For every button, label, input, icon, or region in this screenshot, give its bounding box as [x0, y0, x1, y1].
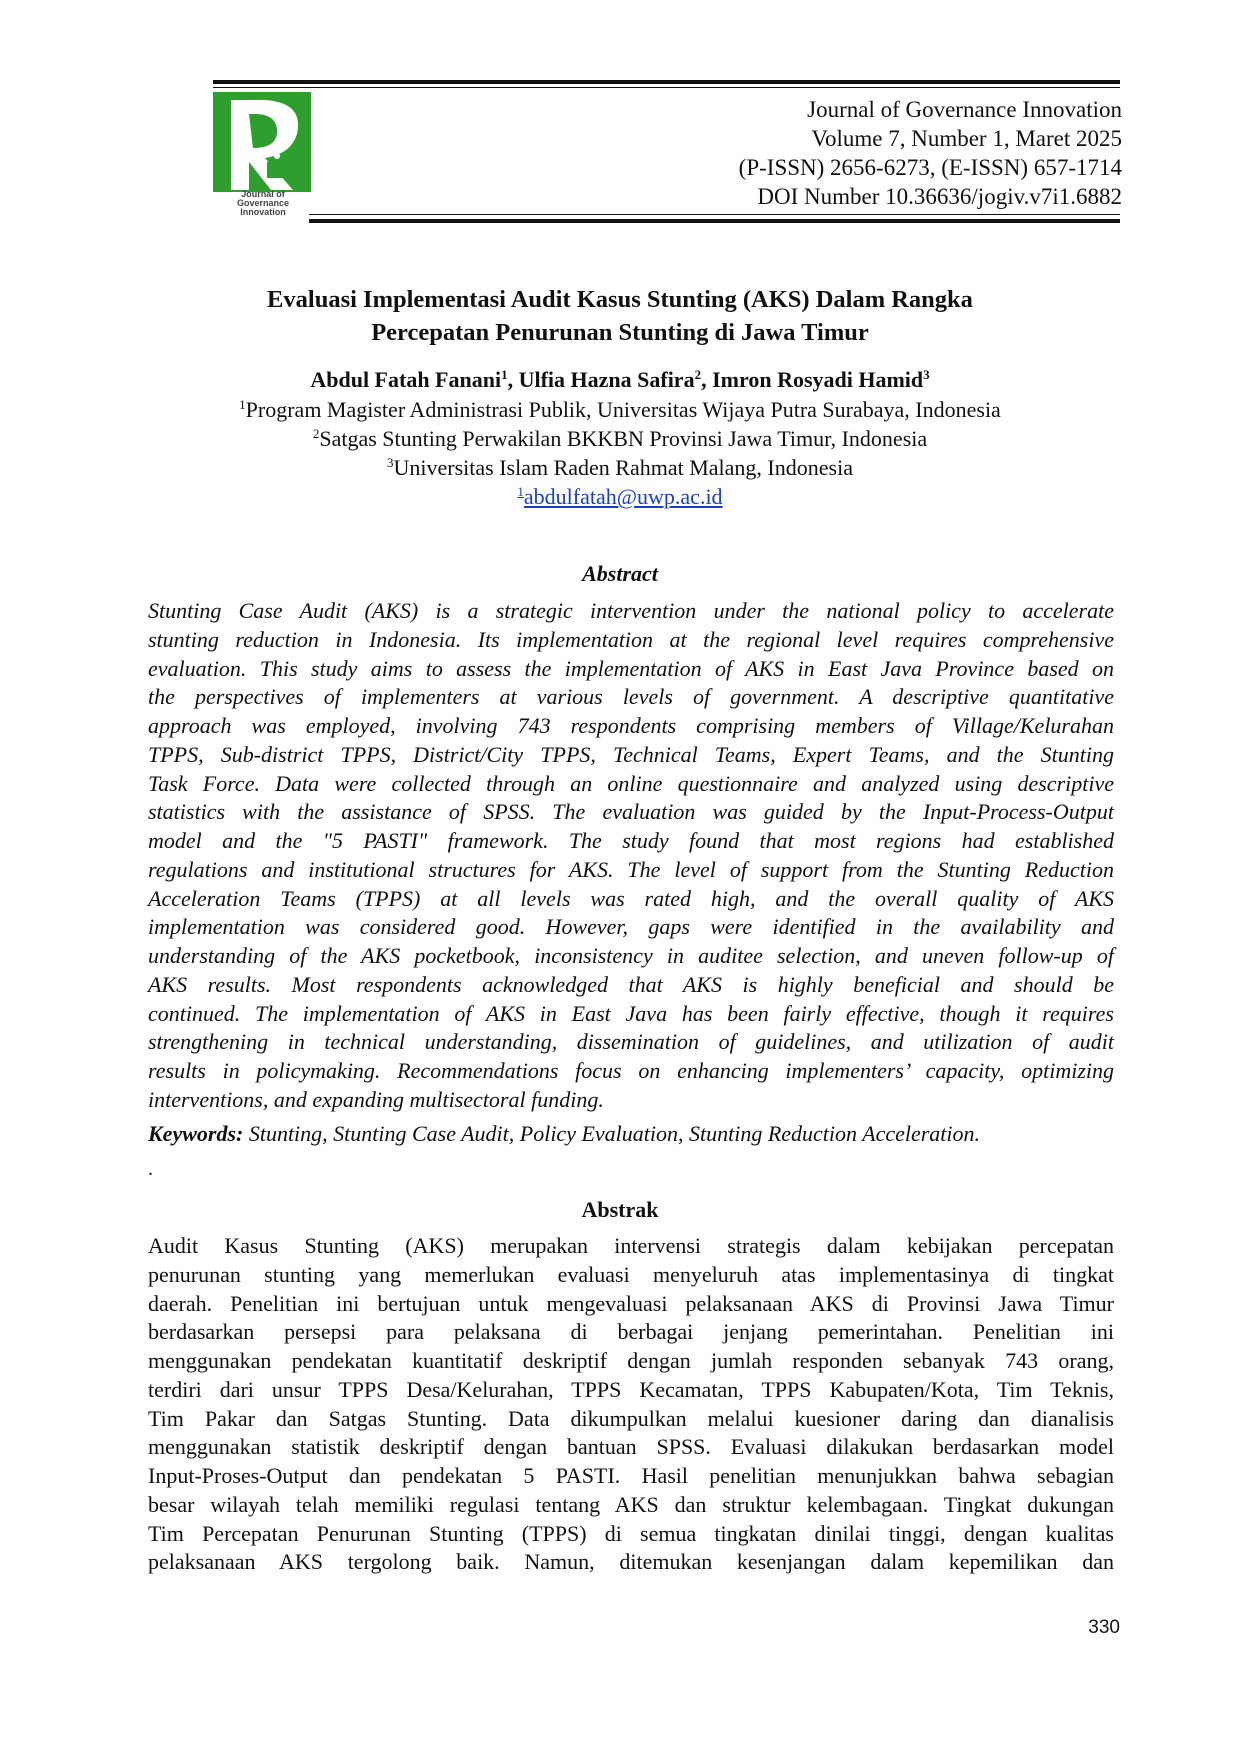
logo-caption-line: Innovation: [240, 207, 286, 217]
abstract-line: statistics with the assistance of SPSS. The evaluation was guided by the Input-Process-Output: [148, 799, 1114, 825]
author-name: Imron Rosyadi Hamid: [712, 367, 924, 392]
abstract-line: evaluation. This study aims to assess the implementation of AKS in East Java Province based on: [148, 655, 1114, 681]
affiliation-text: Satgas Stunting Perwakilan BKKBN Provinsi Jawa Timur, Indonesia: [319, 426, 928, 451]
abstract-line: strengthening in technical understanding, dissemination of guidelines, and utilization of audit: [148, 1029, 1114, 1055]
author-separator: ,: [701, 367, 713, 392]
keywords-line: [148, 1121, 980, 1147]
abstrak-body: [148, 1232, 1114, 1577]
abstrak-line: Tim Pakar dan Satgas Stunting. Data dikumpulkan melalui kuesioner daring dan dianalisis: [148, 1405, 1114, 1431]
author-separator: ,: [507, 367, 519, 392]
abstract-line: Stunting Case Audit (AKS) is a strategic intervention under the national policy to accelerate: [148, 598, 1114, 623]
affiliation-list: [148, 395, 1092, 511]
author-list: [148, 366, 1092, 394]
abstract-line: continued. The implementation of AKS in East Java has been fairly effective, though it requires: [148, 1000, 1114, 1026]
affiliation-item: [148, 453, 1092, 482]
affiliation-superscript: 1: [239, 397, 246, 412]
email-line: [148, 482, 1092, 511]
affiliation-superscript: 2: [312, 426, 320, 441]
author-superscript: 1: [501, 367, 508, 382]
journal-info: [739, 95, 1122, 211]
page-number: 330: [1088, 1617, 1120, 1638]
abstract-line: AKS results. Most respondents acknowledged that AKS is highly beneficial and should be: [148, 971, 1114, 997]
abstrak-heading: Abstrak: [581, 1197, 659, 1222]
abstrak-line: daerah. Penelitian ini bertujuan untuk mengevaluasi pelaksanaan AKS di Provinsi Jawa Timur: [148, 1290, 1114, 1316]
header-rule-bottom: [309, 219, 1120, 223]
abstrak-line: pelaksanaan AKS tergolong baik. Namun, ditemukan kesenjangan dalam kepemilikan dan: [148, 1549, 1114, 1575]
abstract-line: understanding of the AKS pocketbook, inconsistency in auditee selection, and uneven follow-up of: [148, 943, 1114, 968]
abstract-line: approach was employed, involving 743 respondents comprising members of Village/Kelurahan: [148, 713, 1114, 738]
abstract-line: stunting reduction in Indonesia. Its implementation at the regional level requires comprehensive: [148, 626, 1114, 652]
author-superscript: 2: [694, 367, 702, 382]
abstrak-line: berdasarkan persepsi para pelaksana di berbagai jenjang pemerintahan. Penelitian ini: [148, 1319, 1114, 1345]
header-rule-top: [213, 80, 1120, 84]
affiliation-text: Program Magister Administrasi Publik, Universitas Wijaya Putra Surabaya, Indonesia: [245, 397, 1001, 422]
affiliation-text: Universitas Islam Raden Rahmat Malang, Indonesia: [393, 455, 853, 480]
keywords-text: Stunting, Stunting Case Audit, Policy Evaluation, Stunting Reduction Acceleration.: [243, 1121, 981, 1146]
journal-doi: DOI Number 10.36636/jogiv.v7i1.6882: [757, 184, 1122, 209]
abstract-line: the perspectives of implementers at various levels of government. A descriptive quantitative: [148, 684, 1114, 710]
abstrak-line: terdiri dari unsur TPPS Desa/Kelurahan, TPPS Kecamatan, TPPS Kabupaten/Kota, Tim Teknis,: [148, 1376, 1114, 1402]
abstract-line: interventions, and expanding multisectoral funding.: [148, 1086, 604, 1112]
header-rule-top-thin: [213, 87, 1120, 88]
keywords-label: Keywords:: [148, 1121, 244, 1146]
author-name: Abdul Fatah Fanani: [310, 367, 502, 392]
stray-dot: .: [148, 1158, 153, 1180]
title-line: Percepatan Penurunan Stunting di Jawa Timur: [371, 319, 869, 346]
abstrak-line: Input-Proses-Output dan pendekatan 5 PASTI. Hasil penelitian menunjukkan bahwa sebagian: [148, 1463, 1114, 1488]
email-superscript: 1: [517, 484, 524, 499]
journal-logo-icon: [213, 92, 311, 192]
affiliation-item: [148, 395, 1092, 424]
logo-caption: [214, 190, 312, 217]
abstract-line: implementation was considered good. However, gaps were identified in the availability and: [148, 914, 1114, 940]
header-rule-bottom-thin: [309, 214, 1120, 215]
email-link[interactable]: abdulfatah@uwp.ac.id: [523, 484, 723, 509]
abstract-line: Task Force. Data were collected through an online questionnaire and analyzed using descriptive: [148, 770, 1114, 796]
journal-issn: (P-ISSN) 2656-6273, (E-ISSN) 657-1714: [738, 155, 1122, 180]
abstract-line: regulations and institutional structures for AKS. The level of support from the Stunting Reduction: [148, 856, 1114, 882]
logo-caption-line: Journal of: [241, 189, 285, 199]
abstract-line: model and the "5 PASTI" framework. The study found that most regions had established: [148, 828, 1114, 853]
journal-volume: Volume 7, Number 1, Maret 2025: [811, 126, 1122, 151]
author-superscript: 3: [923, 367, 930, 382]
abstrak-line: besar wilayah telah memiliki regulasi tentang AKS dan struktur kelembagaan. Tingkat dukungan: [148, 1491, 1114, 1517]
abstract-line: results in policymaking. Recommendations focus on enhancing implementers’ capacity, optimizing: [148, 1058, 1114, 1083]
title-line: Evaluasi Implementasi Audit Kasus Stunting (AKS) Dalam Rangka: [267, 286, 973, 313]
abstract-line: TPPS, Sub-district TPPS, District/City TPPS, Technical Teams, Expert Teams, and the Stunting: [148, 741, 1114, 767]
abstrak-line: menggunakan pendekatan kuantitatif deskriptif dengan jumlah responden sebanyak 743 orang,: [148, 1348, 1114, 1373]
abstrak-line: Tim Percepatan Penurunan Stunting (TPPS) di semua tingkatan dinilai tinggi, dengan kualitas: [148, 1520, 1114, 1546]
author-name: Ulfia Hazna Safira: [518, 367, 695, 392]
paper-title: [148, 283, 1092, 349]
abstrak-line: menggunakan statistik deskriptif dengan bantuan SPSS. Evaluasi dilakukan berdasarkan model: [148, 1434, 1114, 1460]
abstrak-line: penurunan stunting yang memerlukan evaluasi menyeluruh atas implementasinya di tingkat: [148, 1261, 1114, 1287]
affiliation-item: [148, 424, 1092, 453]
affiliation-superscript: 3: [387, 455, 394, 470]
journal-name: Journal of Governance Innovation: [807, 97, 1122, 122]
abstract-heading: Abstract: [582, 561, 658, 586]
logo-caption-line: Governance: [236, 198, 290, 208]
abstrak-line: Audit Kasus Stunting (AKS) merupakan intervensi strategis dalam kebijakan percepatan: [148, 1233, 1114, 1258]
abstract-body: [148, 597, 1114, 1115]
abstract-line: Acceleration Teams (TPPS) at all levels was rated high, and the overall quality of AKS: [148, 885, 1114, 911]
